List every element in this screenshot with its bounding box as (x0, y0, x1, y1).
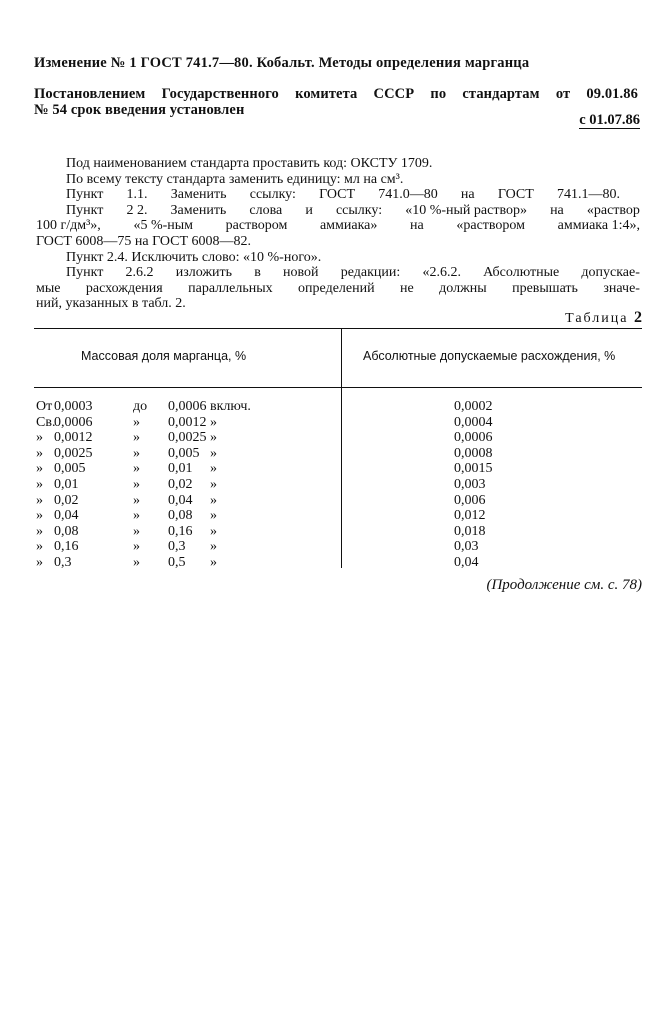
word: на (460, 187, 475, 203)
word: на (550, 202, 564, 218)
word: «5 %-ным (133, 218, 194, 234)
table-header-tolerance: Абсолютные допускаемые расхождения, % (363, 349, 616, 363)
word: Абсолютные (483, 265, 560, 281)
tolerance-value: 0,04 (454, 554, 479, 570)
word: редакции: (340, 265, 401, 281)
table-row (36, 415, 642, 431)
resolution-block (34, 86, 638, 118)
word: ГОСТ (497, 187, 534, 203)
range-to: 0,5 (168, 554, 186, 570)
table-header-rule (34, 387, 642, 388)
range-separator: » (133, 476, 140, 492)
paragraph-2-6-2-line-3: ний, указанных в табл. 2. (36, 296, 186, 312)
range-suffix: » (210, 445, 217, 461)
word: 100 г/дм³», (36, 218, 101, 234)
continuation-note: (Продолжение см. с. 78) (486, 577, 642, 593)
table-row (36, 539, 642, 555)
range-suffix: » (210, 492, 217, 508)
paragraph-2-2-line-3: ГОСТ 6008—75 на ГОСТ 6008—82. (36, 233, 252, 249)
word: по (430, 86, 447, 102)
word: расхождения (85, 280, 163, 296)
word: изложить (175, 265, 233, 281)
word: 741.1—80. (556, 187, 620, 203)
word: Постановлением (34, 86, 146, 102)
tolerance-value: 0,03 (454, 539, 479, 555)
range-suffix: » (210, 539, 217, 555)
table-row (36, 461, 642, 477)
word: слова (249, 202, 283, 218)
word: Пункт (66, 202, 104, 218)
word: «2.6.2. (422, 265, 461, 281)
resolution-line-1 (34, 86, 638, 102)
row-prefix: » (36, 461, 43, 477)
range-separator: » (133, 445, 140, 461)
row-prefix: » (36, 445, 43, 461)
table-top-rule (34, 328, 642, 329)
word: «раствор (586, 202, 640, 218)
word: параллельных (188, 280, 273, 296)
range-to: 0,08 (168, 508, 193, 524)
range-to: 0,0025 (168, 430, 207, 446)
tolerance-value: 0,018 (454, 523, 486, 539)
range-separator: » (133, 461, 140, 477)
tolerance-value: 0,006 (454, 492, 486, 508)
word: аммиака 1:4», (557, 218, 640, 234)
amendment-text (36, 156, 640, 312)
word: определений (298, 280, 375, 296)
paragraph-2-2-line-2 (36, 218, 640, 234)
tolerance-value: 0,0004 (454, 414, 493, 430)
table-row (36, 446, 642, 462)
range-from: 0,01 (54, 476, 79, 492)
range-separator: » (133, 539, 140, 555)
range-to: 0,04 (168, 492, 193, 508)
word: в (254, 265, 261, 281)
word: Заменить (170, 187, 227, 203)
paragraph-units: По всему тексту стандарта заменить единицу: мл на см³. (66, 171, 404, 187)
paragraph-code: Под наименованием стандарта проставить код: ОКСТУ 1709. (66, 156, 433, 171)
word: Пункт (66, 187, 104, 203)
word: «10 %-ный раствор» (405, 202, 527, 218)
word: ссылку: (249, 187, 296, 203)
word: ссылку: (335, 202, 383, 218)
table-row (36, 399, 642, 415)
table-row (36, 555, 642, 571)
row-prefix: » (36, 476, 43, 492)
table-caption (565, 309, 642, 327)
range-from: 0,0025 (54, 445, 93, 461)
range-from: 0,0006 (54, 414, 93, 430)
word: не (400, 280, 414, 296)
range-separator: » (133, 523, 140, 539)
range-separator: » (133, 430, 140, 446)
row-prefix: » (36, 539, 43, 555)
range-suffix: включ. (210, 399, 251, 414)
range-to: 0,16 (168, 523, 193, 539)
range-suffix: » (210, 461, 217, 477)
paragraph-2-6-2-line-2 (36, 281, 640, 297)
range-suffix: » (210, 508, 217, 524)
range-to: 0,02 (168, 476, 193, 492)
word: Государственного (161, 86, 279, 102)
paragraph-2-2-line-1 (36, 203, 640, 219)
table-row (36, 508, 642, 524)
range-to: 0,005 (168, 445, 200, 461)
document-title: Изменение № 1 ГОСТ 741.7—80. Кобальт. Методы определения марганца (34, 55, 530, 71)
word: и (305, 202, 313, 218)
word: Пункт (66, 265, 104, 281)
range-suffix: » (210, 476, 217, 492)
word: 741.0—80 (378, 187, 438, 203)
tolerance-value: 0,0008 (454, 445, 493, 461)
row-prefix: » (36, 492, 43, 508)
range-separator: до (133, 399, 148, 414)
table-number: 2 (634, 309, 642, 326)
word: мые (36, 280, 61, 296)
word: допускае- (581, 265, 640, 281)
range-from: 0,02 (54, 492, 79, 508)
row-prefix: » (36, 430, 43, 446)
table-row (36, 524, 642, 540)
word: аммиака» (319, 218, 378, 234)
word: комитета (295, 86, 358, 102)
range-from: 0,16 (54, 539, 79, 555)
word: значе- (603, 280, 640, 296)
word: 1.1. (126, 187, 148, 203)
row-prefix: » (36, 554, 43, 570)
range-from: 0,04 (54, 508, 79, 524)
range-from: 0,3 (54, 554, 72, 570)
range-from: 0,0012 (54, 430, 93, 446)
word: ГОСТ (319, 187, 356, 203)
word: на (410, 218, 424, 234)
word: 2 2. (126, 202, 148, 218)
table-header-mass-fraction: Массовая доля марганца, % (81, 349, 247, 363)
row-prefix: » (36, 508, 43, 524)
range-to: 0,0012 (168, 414, 207, 430)
paragraph-2-4: Пункт 2.4. Исключить слово: «10 %-ного». (66, 249, 322, 265)
table-caption-text: Таблица (565, 311, 629, 326)
range-to: 0,3 (168, 539, 186, 555)
word: 09.01.86 (586, 86, 638, 102)
word: СССР (373, 86, 415, 102)
row-prefix: От (36, 399, 53, 414)
range-from: 0,08 (54, 523, 79, 539)
range-from: 0,005 (54, 461, 86, 477)
range-to: 0,0006 (168, 399, 207, 414)
tolerance-value: 0,0015 (454, 461, 493, 477)
tolerance-value: 0,0006 (454, 430, 493, 446)
word: «раствором (456, 218, 526, 234)
word: от (555, 86, 571, 102)
range-suffix: » (210, 523, 217, 539)
word: должны (439, 280, 487, 296)
tolerance-value: 0,003 (454, 476, 486, 492)
effective-date: с 01.07.86 (579, 112, 640, 128)
paragraph-2-6-2-line-1 (36, 265, 640, 281)
table-row (36, 477, 642, 493)
range-suffix: » (210, 554, 217, 570)
tolerance-value: 0,0002 (454, 399, 493, 414)
range-suffix: » (210, 414, 217, 430)
word: 2.6.2 (125, 265, 154, 281)
row-prefix: Св. (36, 414, 56, 430)
table-row (36, 430, 642, 446)
word: стандартам (462, 86, 540, 102)
word: раствором (225, 218, 288, 234)
word: новой (283, 265, 319, 281)
range-separator: » (133, 554, 140, 570)
word: Заменить (170, 202, 227, 218)
word: превышать (512, 280, 578, 296)
paragraph-1-1 (36, 187, 620, 203)
tolerance-value: 0,012 (454, 508, 486, 524)
resolution-line-2: № 54 срок введения установлен (34, 102, 245, 118)
range-to: 0,01 (168, 461, 193, 477)
range-separator: » (133, 414, 140, 430)
range-separator: » (133, 508, 140, 524)
range-separator: » (133, 492, 140, 508)
range-from: 0,0003 (54, 399, 93, 414)
table-row (36, 493, 642, 509)
range-suffix: » (210, 430, 217, 446)
table-body (36, 399, 642, 571)
row-prefix: » (36, 523, 43, 539)
